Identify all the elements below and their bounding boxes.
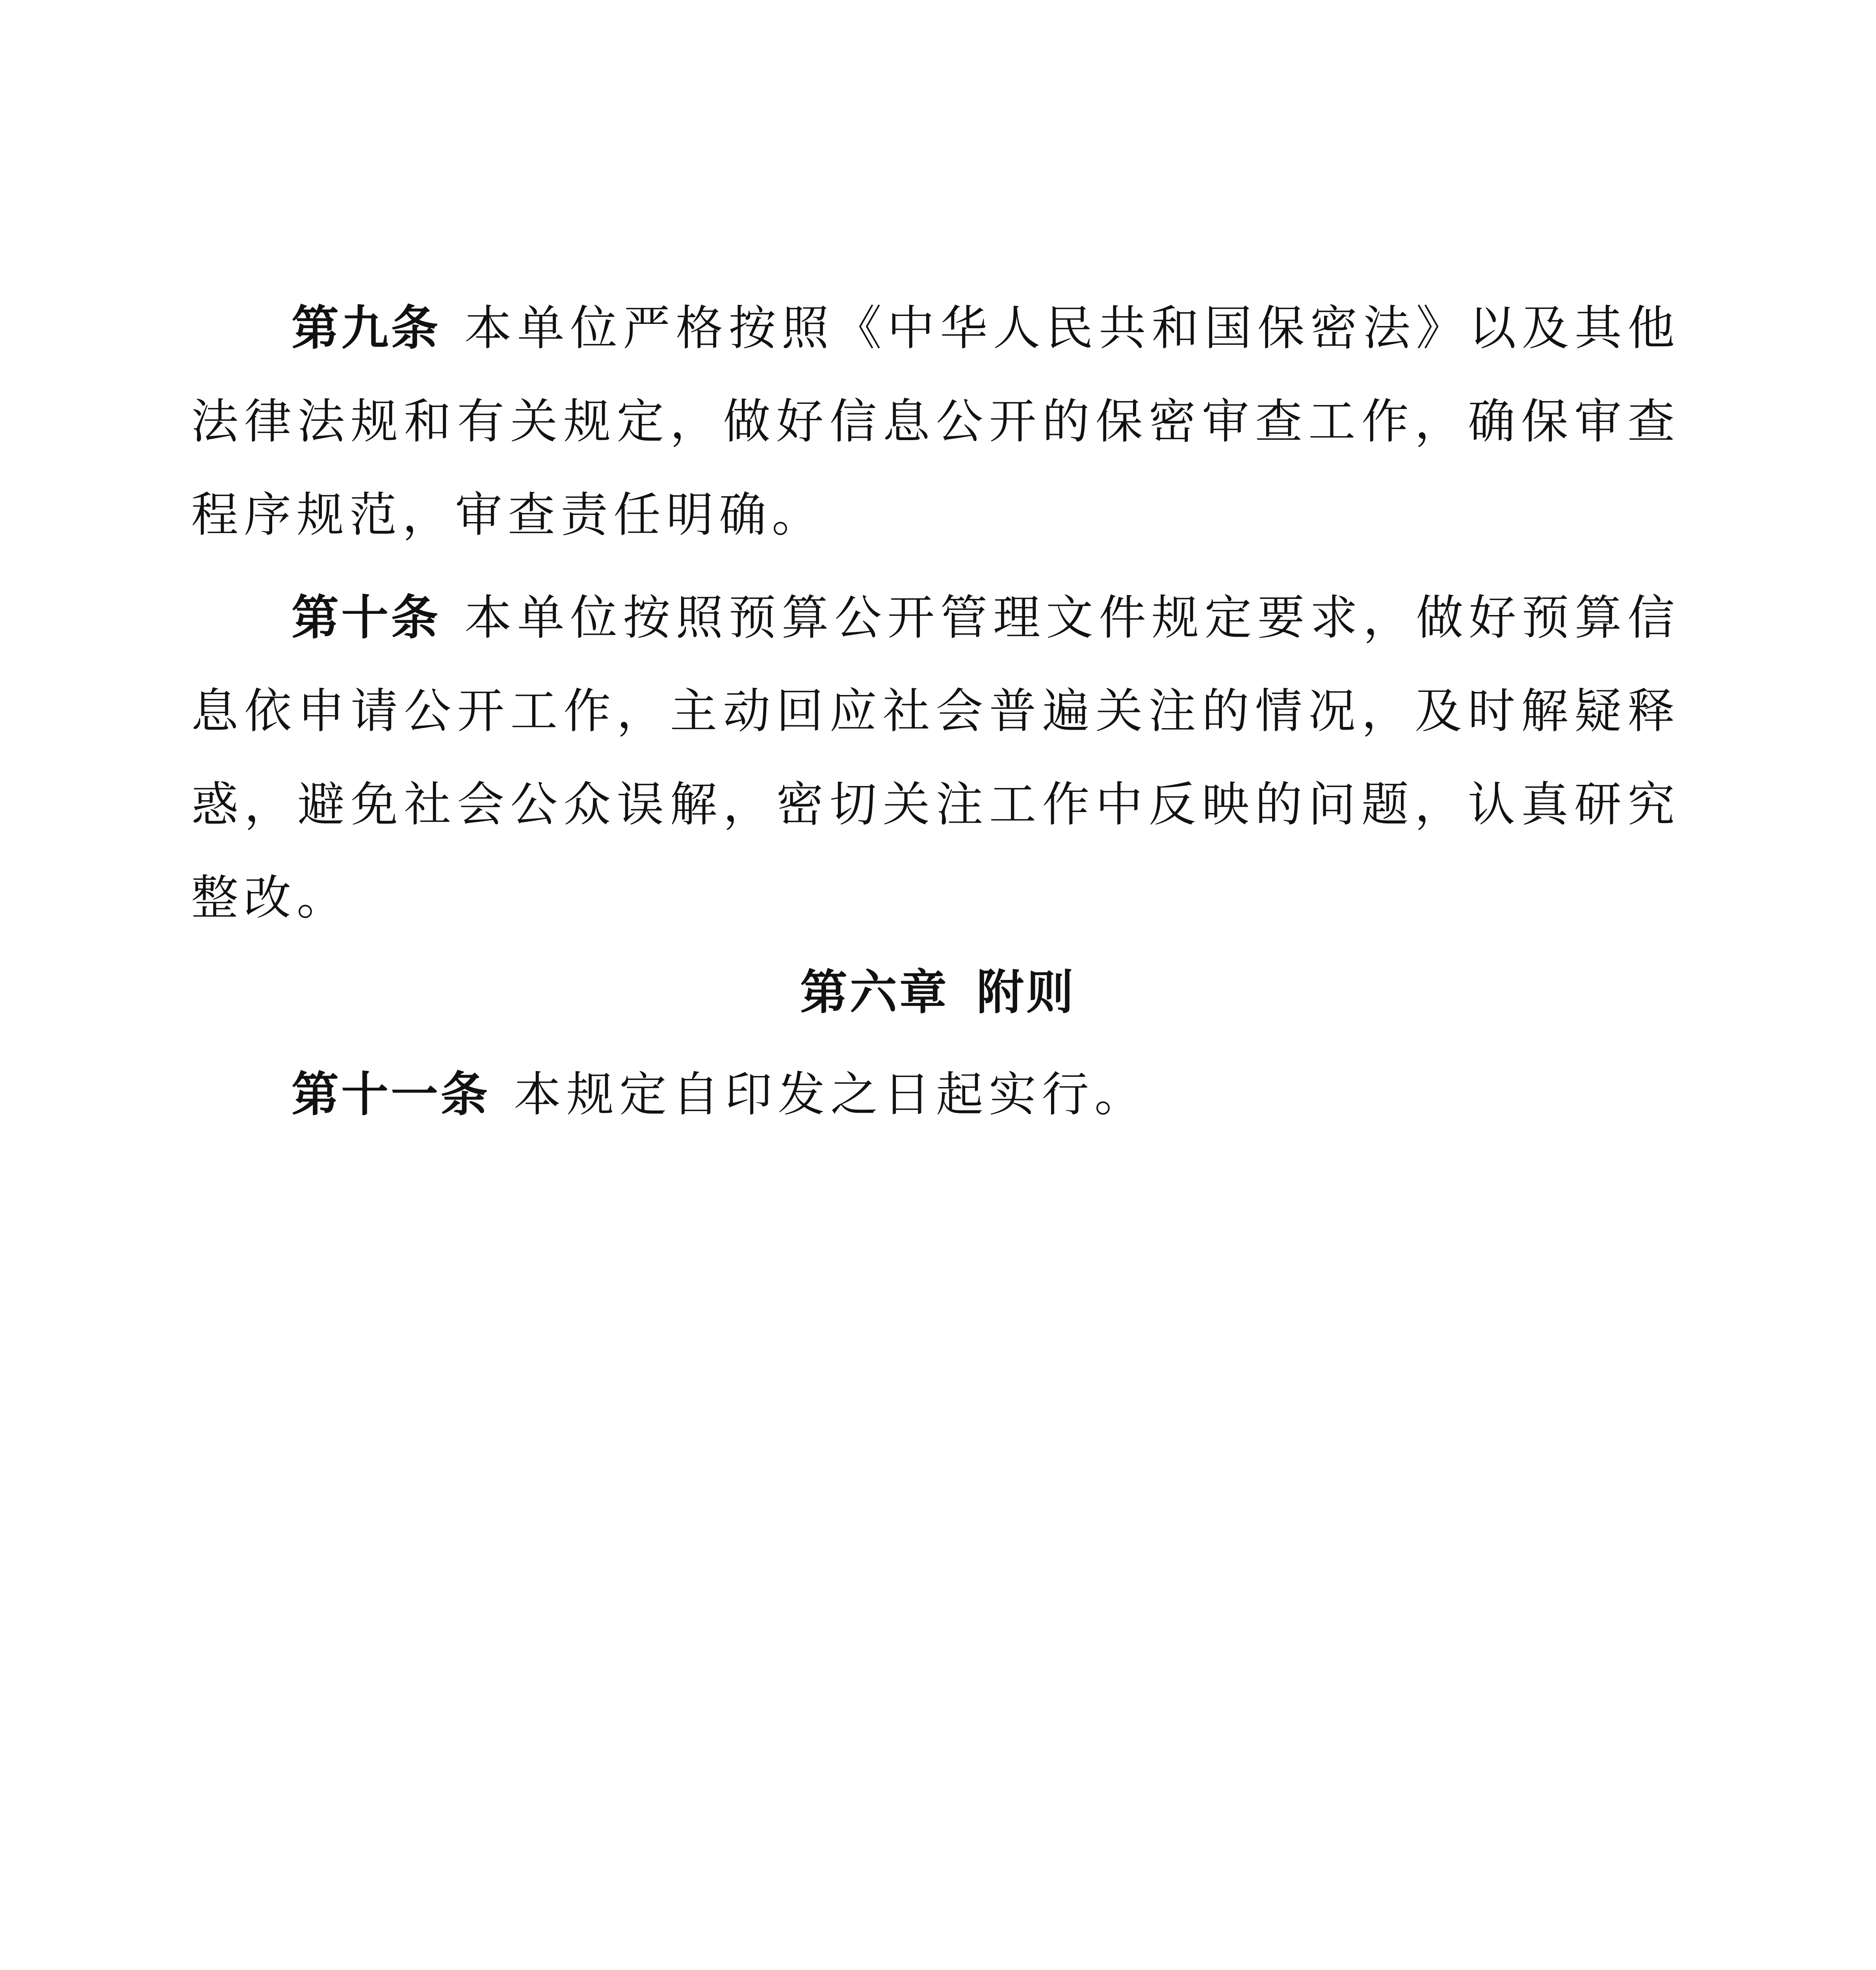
article-11-text: 本规定自印发之日起实行。 [514, 1067, 1147, 1122]
article-11-label: 第十一条 [292, 1067, 490, 1122]
chapter-title: 附则 [977, 965, 1076, 1020]
article-9 [191, 282, 1680, 562]
article-10-text: 本单位按照预算公开管理文件规定要求，做好预算信息依申请公开工作，主动回应社会普遍关注的情况，及时解疑释惑，避免社会公众误解，密切关注工作中反映的问题，认真研究整改。 [191, 591, 1681, 926]
article-10-label: 第十条 [292, 591, 441, 645]
article-10 [191, 571, 1680, 945]
article-9-label: 第九条 [292, 301, 441, 356]
chapter-heading [0, 953, 1876, 1032]
article-11 [191, 1048, 1680, 1141]
chapter-number: 第六章 [800, 965, 949, 1020]
article-9-text: 本单位严格按照《中华人民共和国保密法》以及其他法律法规和有关规定，做好信息公开的保密审查工作，确保审查程序规范，审查责任明确。 [191, 301, 1681, 543]
